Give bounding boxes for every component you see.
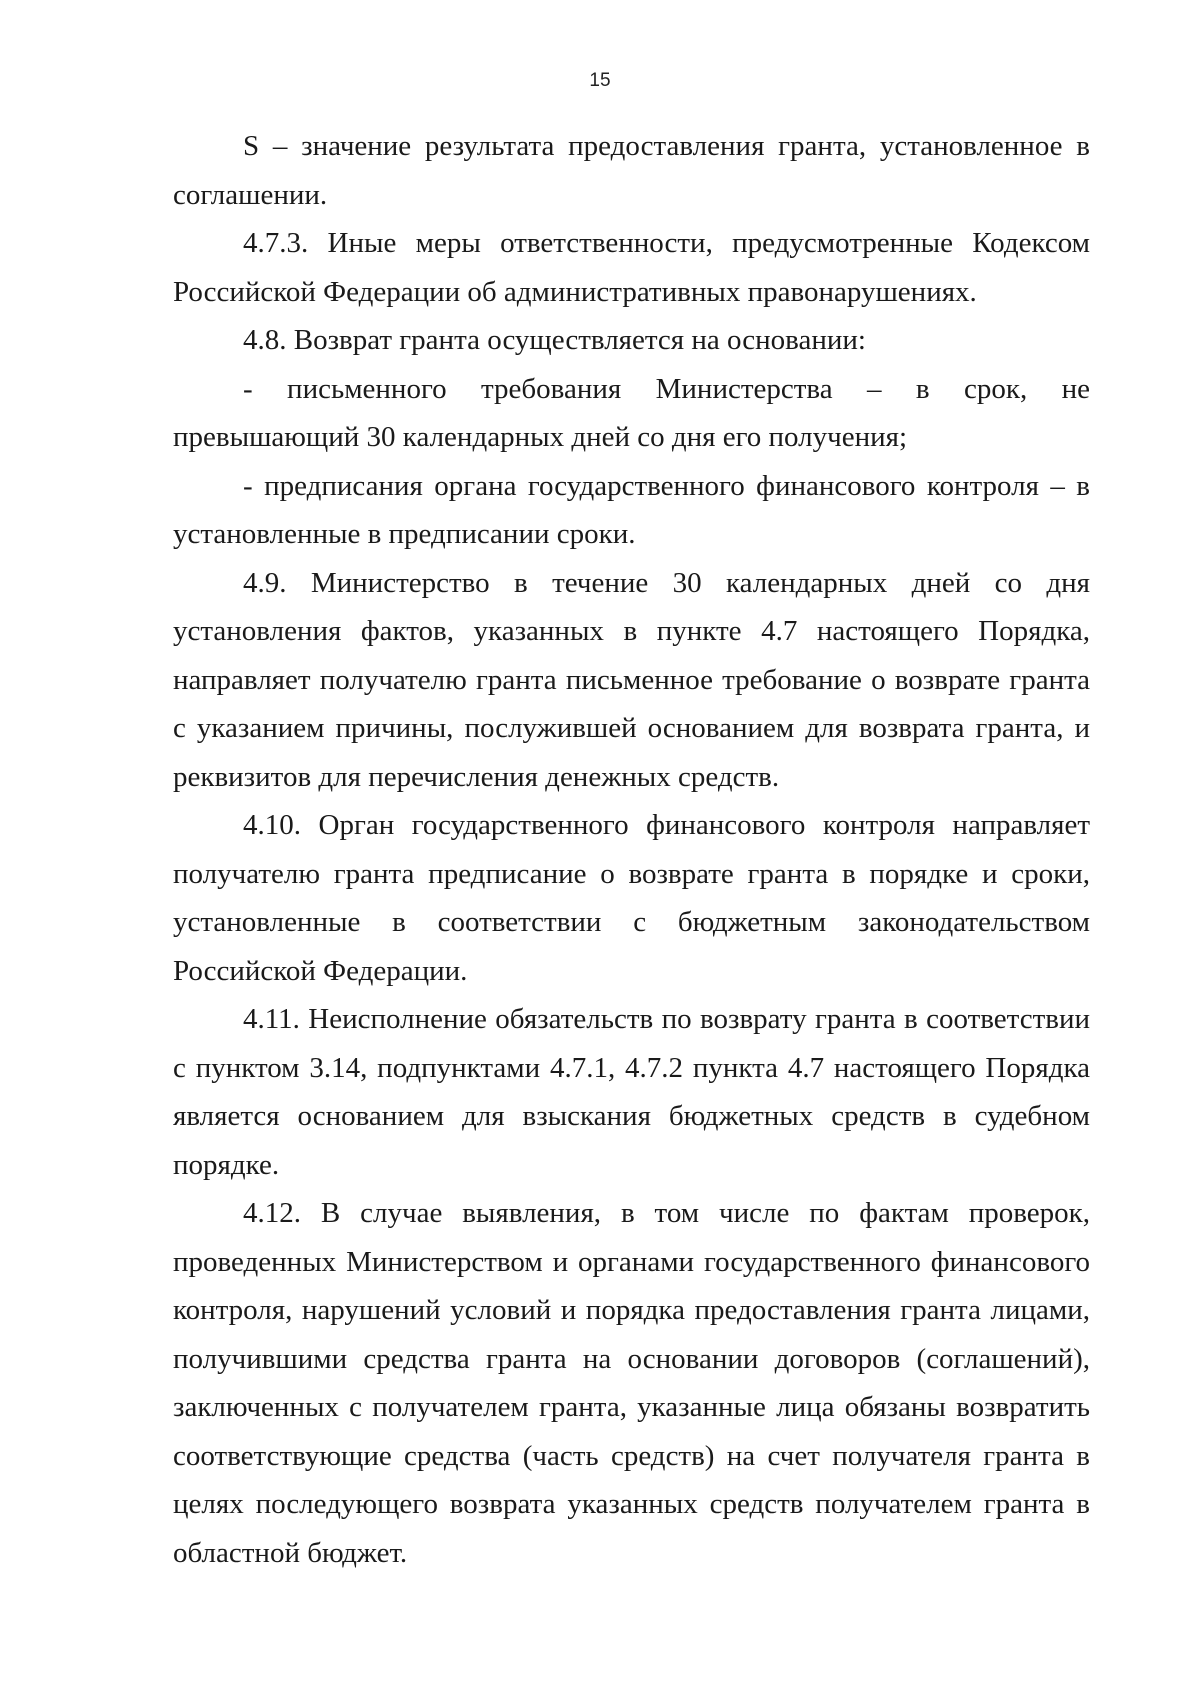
- page-number: 15: [589, 70, 611, 91]
- paragraph-4-10: 4.10. Орган государственного финансового контроля направляет получателю гранта предписание о возврате гранта в порядке и сроки, установленные в соответствии с бюджетным законодательством Российской Федерации.: [173, 809, 1090, 987]
- paragraph-4-8: 4.8. Возврат гранта осуществляется на основании:: [243, 324, 866, 356]
- paragraph-4-9: 4.9. Министерство в течение 30 календарных дней со дня установления фактов, указанных в пункте 4.7 настоящего Порядка, направляет получателю гранта письменное требование о возврате гранта с указанием причины, послужившей основанием для возврата гранта, и реквизитов для перечисления денежных средств.: [173, 566, 1090, 793]
- paragraph-written-demand: - письменного требования Министерства – в срок, не превышающий 30 календарных дней со дня его получения;: [173, 372, 1090, 453]
- paragraph-4-12: 4.12. В случае выявления, в том числе по фактам проверок, проведенных Министерством и органами государственного финансового контроля, нарушений условий и порядка предоставления гранта лицами, получившими средства гранта на основании договоров (соглашений), заключенных с получателем гранта, указанные лица обязаны возвратить соответствующие средства (часть средств) на счет получателя гранта в целях последующего возврата указанных средств получателем гранта в областной бюджет.: [173, 1197, 1090, 1569]
- paragraph-control-order: - предписания органа государственного финансового контроля – в установленные в предписании сроки.: [173, 469, 1090, 550]
- paragraph-result-value-definition: S – значение результата предоставления гранта, установленное в соглашении.: [173, 130, 1090, 211]
- paragraph-4-11: 4.11. Неисполнение обязательств по возврату гранта в соответствии с пунктом 3.14, подпунктами 4.7.1, 4.7.2 пункта 4.7 настоящего Порядка является основанием для взыскания бюджетных средств в судебном порядке.: [173, 1003, 1090, 1181]
- paragraph-4-7-3: 4.7.3. Иные меры ответственности, предусмотренные Кодексом Российской Федерации об административных правонарушениях.: [173, 227, 1090, 308]
- document-body: [173, 122, 1090, 1577]
